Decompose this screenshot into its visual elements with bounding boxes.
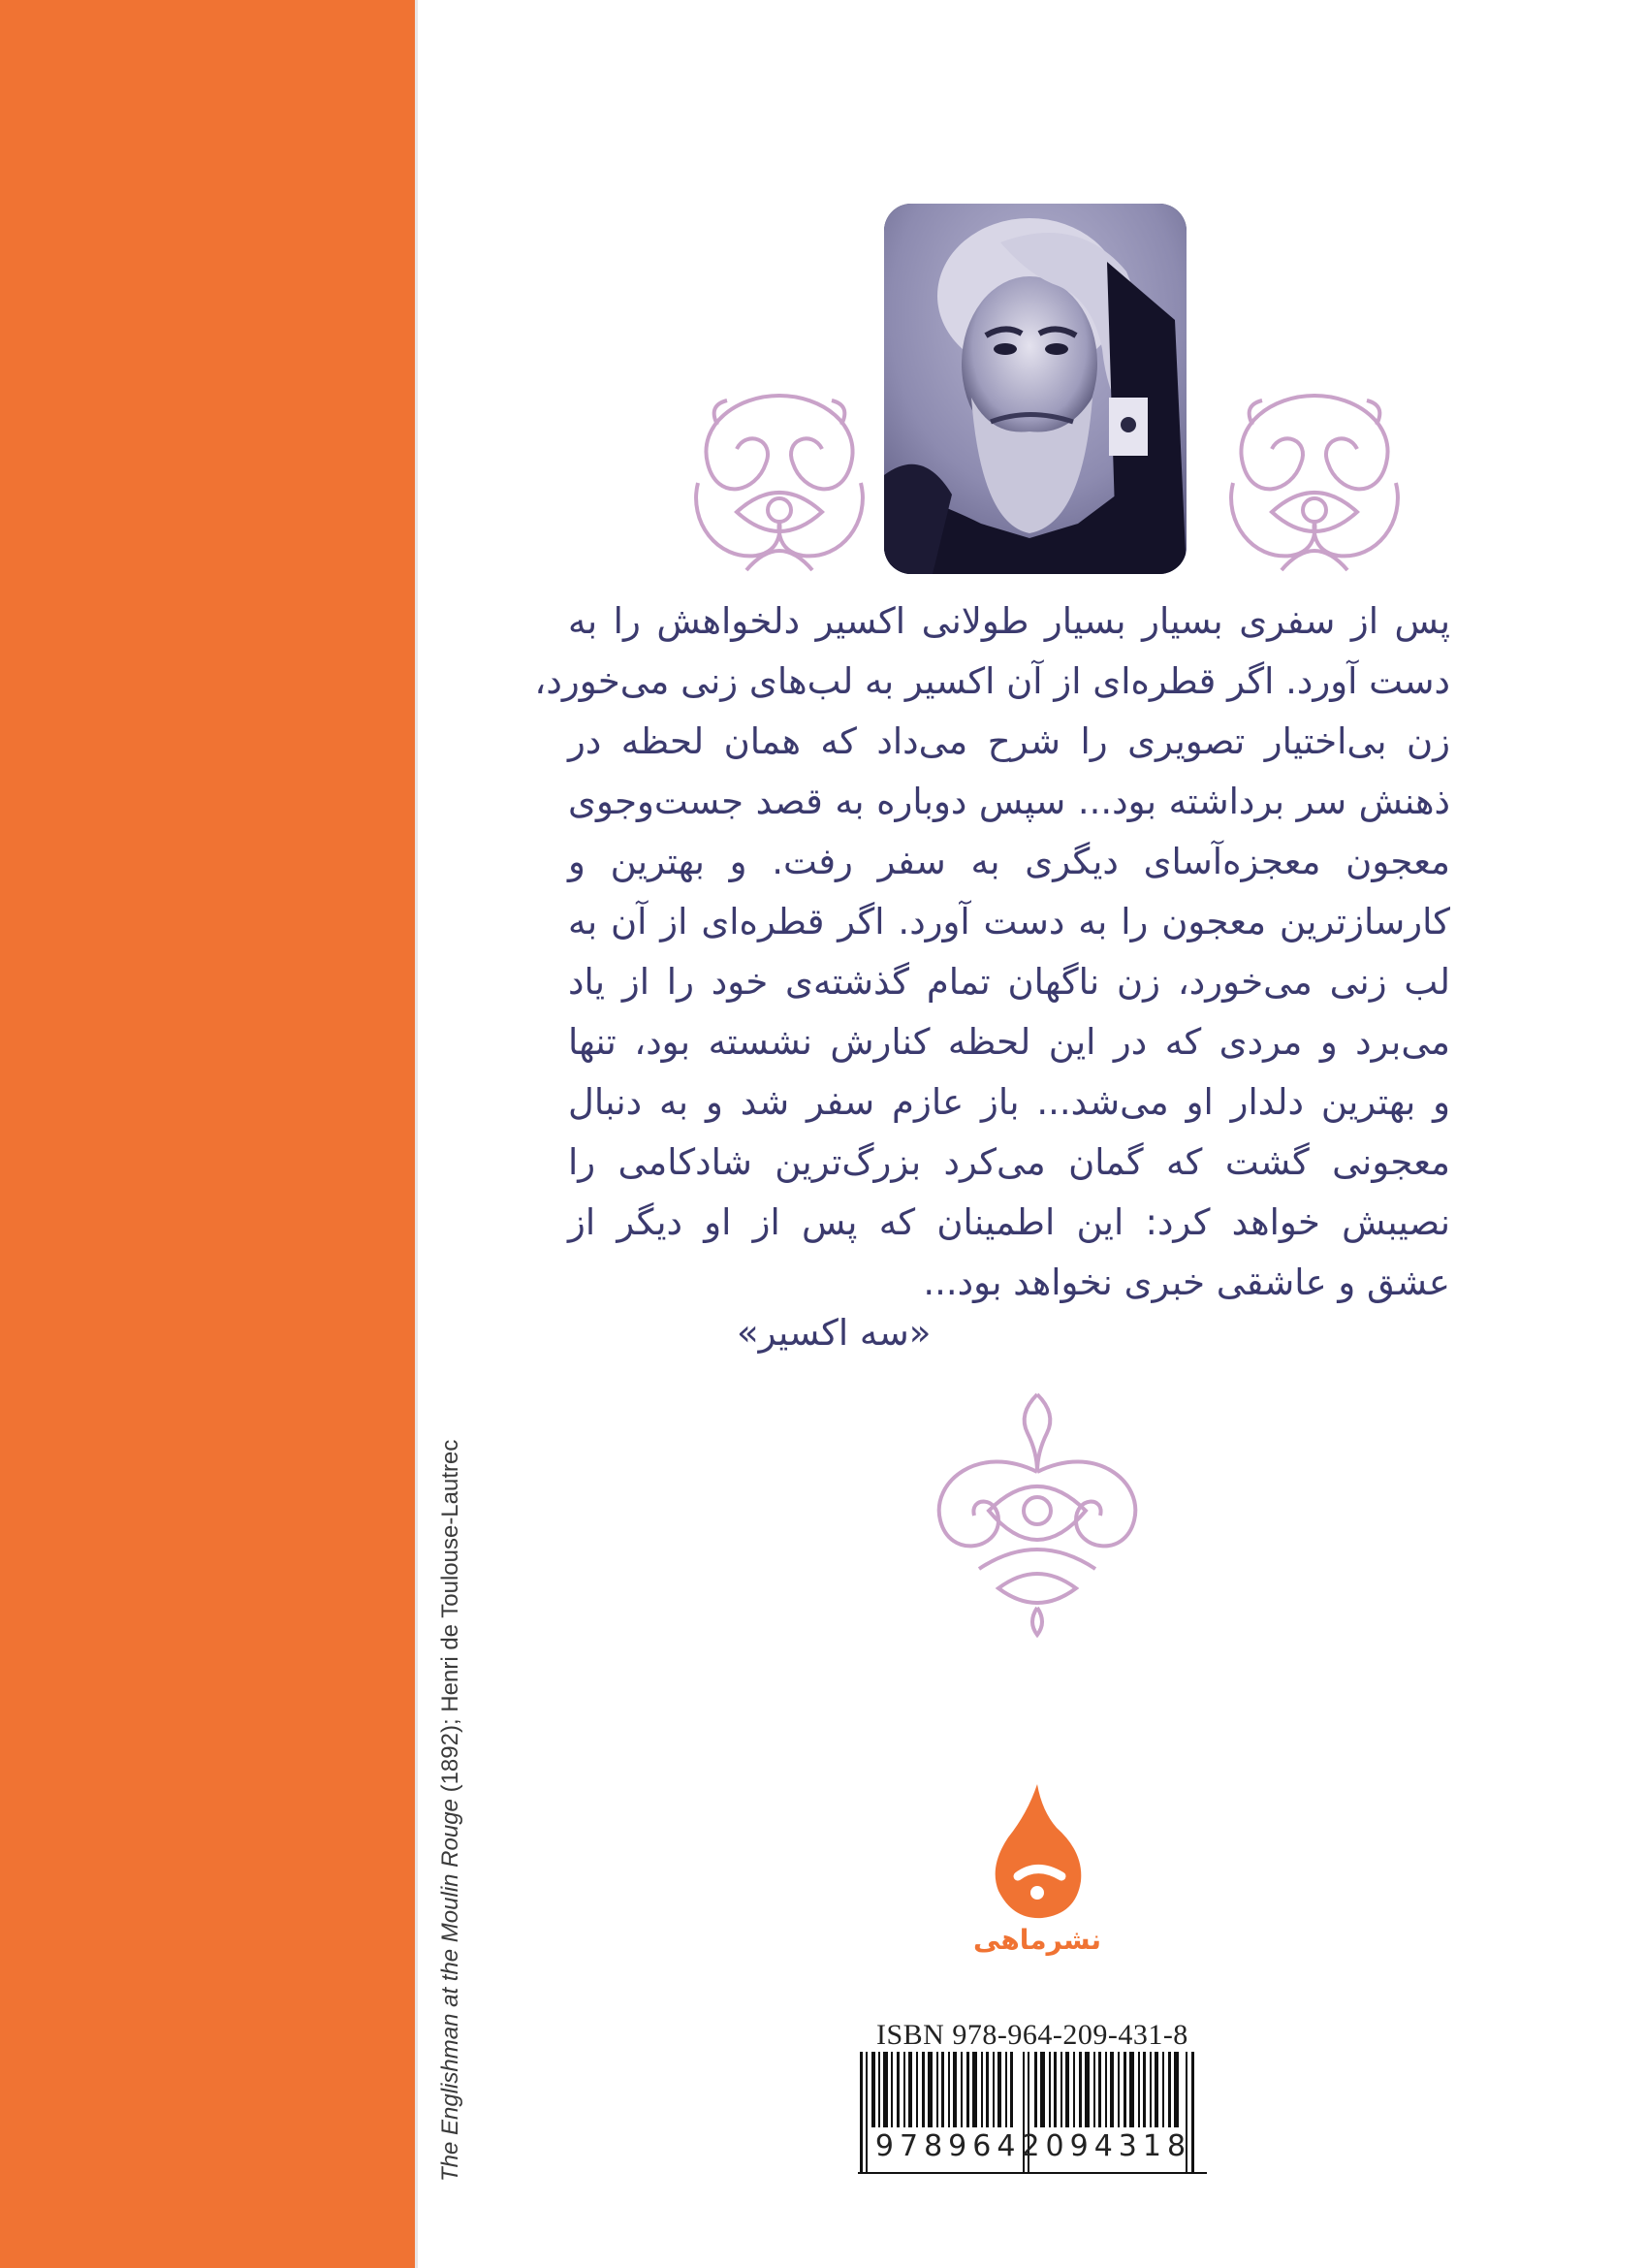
credit-year: (1892); <box>437 1718 463 1793</box>
blurb-line: و بهترین دلدار او می‌شد... باز عازم سفر شد و به دنبال <box>568 1081 1450 1123</box>
blurb-line: دست آورد. اگر قطره‌ای از آن اکسیر به لب‌های زنی می‌خورد، <box>534 660 1450 702</box>
blurb-line: ذهنش سر برداشته بود... سپس دوباره به قصد جست‌وجوی <box>568 781 1450 822</box>
blurb-line: معجونی گشت که گمان می‌کرد بزرگ‌ترین شادکامی را <box>568 1141 1450 1183</box>
blurb-line: می‌برد و مردی که در این لحظه کنارش نشسته بود، تنها <box>568 1021 1450 1063</box>
isbn-label: ISBN 978-964-209-431-8 <box>876 2019 1188 2051</box>
blurb-line: لب زنی می‌خورد، زن ناگهان تمام گذشته‌ی خود را از یاد <box>568 961 1450 1003</box>
back-cover-spine-band <box>0 0 415 2268</box>
cover-art-credit <box>437 1173 464 2182</box>
blurb-line: نصیبش خواهد کرد: این اطمینان که پس از او دیگر از <box>568 1201 1450 1243</box>
publisher-name: نشرماهی <box>972 1924 1101 1956</box>
ornament-right-icon <box>1214 386 1415 576</box>
back-cover-blurb <box>534 591 1450 1313</box>
ornament-bottom-icon <box>921 1385 1154 1639</box>
blurb-line: عشق و عاشقی خبری نخواهد بود... <box>923 1262 1450 1303</box>
author-portrait-icon <box>884 204 1187 574</box>
blurb-line: کارسازترین معجون را به دست آورد. اگر قطره‌ای از آن به <box>568 901 1450 942</box>
blurb-line: معجون معجزه‌آسای دیگری به سفر رفت. و بهترین و <box>568 841 1450 882</box>
credit-artist: Henri de Toulouse-Lautrec <box>437 1439 463 1712</box>
blurb-line: پس از سفری بسیار بسیار طولانی اکسیر دلخواهش را به <box>568 600 1450 642</box>
credit-title: The Englishman at the Moulin Rouge <box>437 1799 463 2182</box>
droplet-fish-logo-icon <box>989 1784 1086 1920</box>
blurb-line: زن بی‌اختیار تصویری را شرح می‌داد که همان لحظه در <box>568 720 1450 762</box>
barcode-digits: 9789642094318 <box>874 2129 1192 2163</box>
spine-divider <box>415 0 418 2268</box>
author-portrait <box>884 204 1187 574</box>
blurb-source: «سه اکسیر» <box>737 1312 932 1354</box>
ornament-left-icon <box>679 386 880 576</box>
